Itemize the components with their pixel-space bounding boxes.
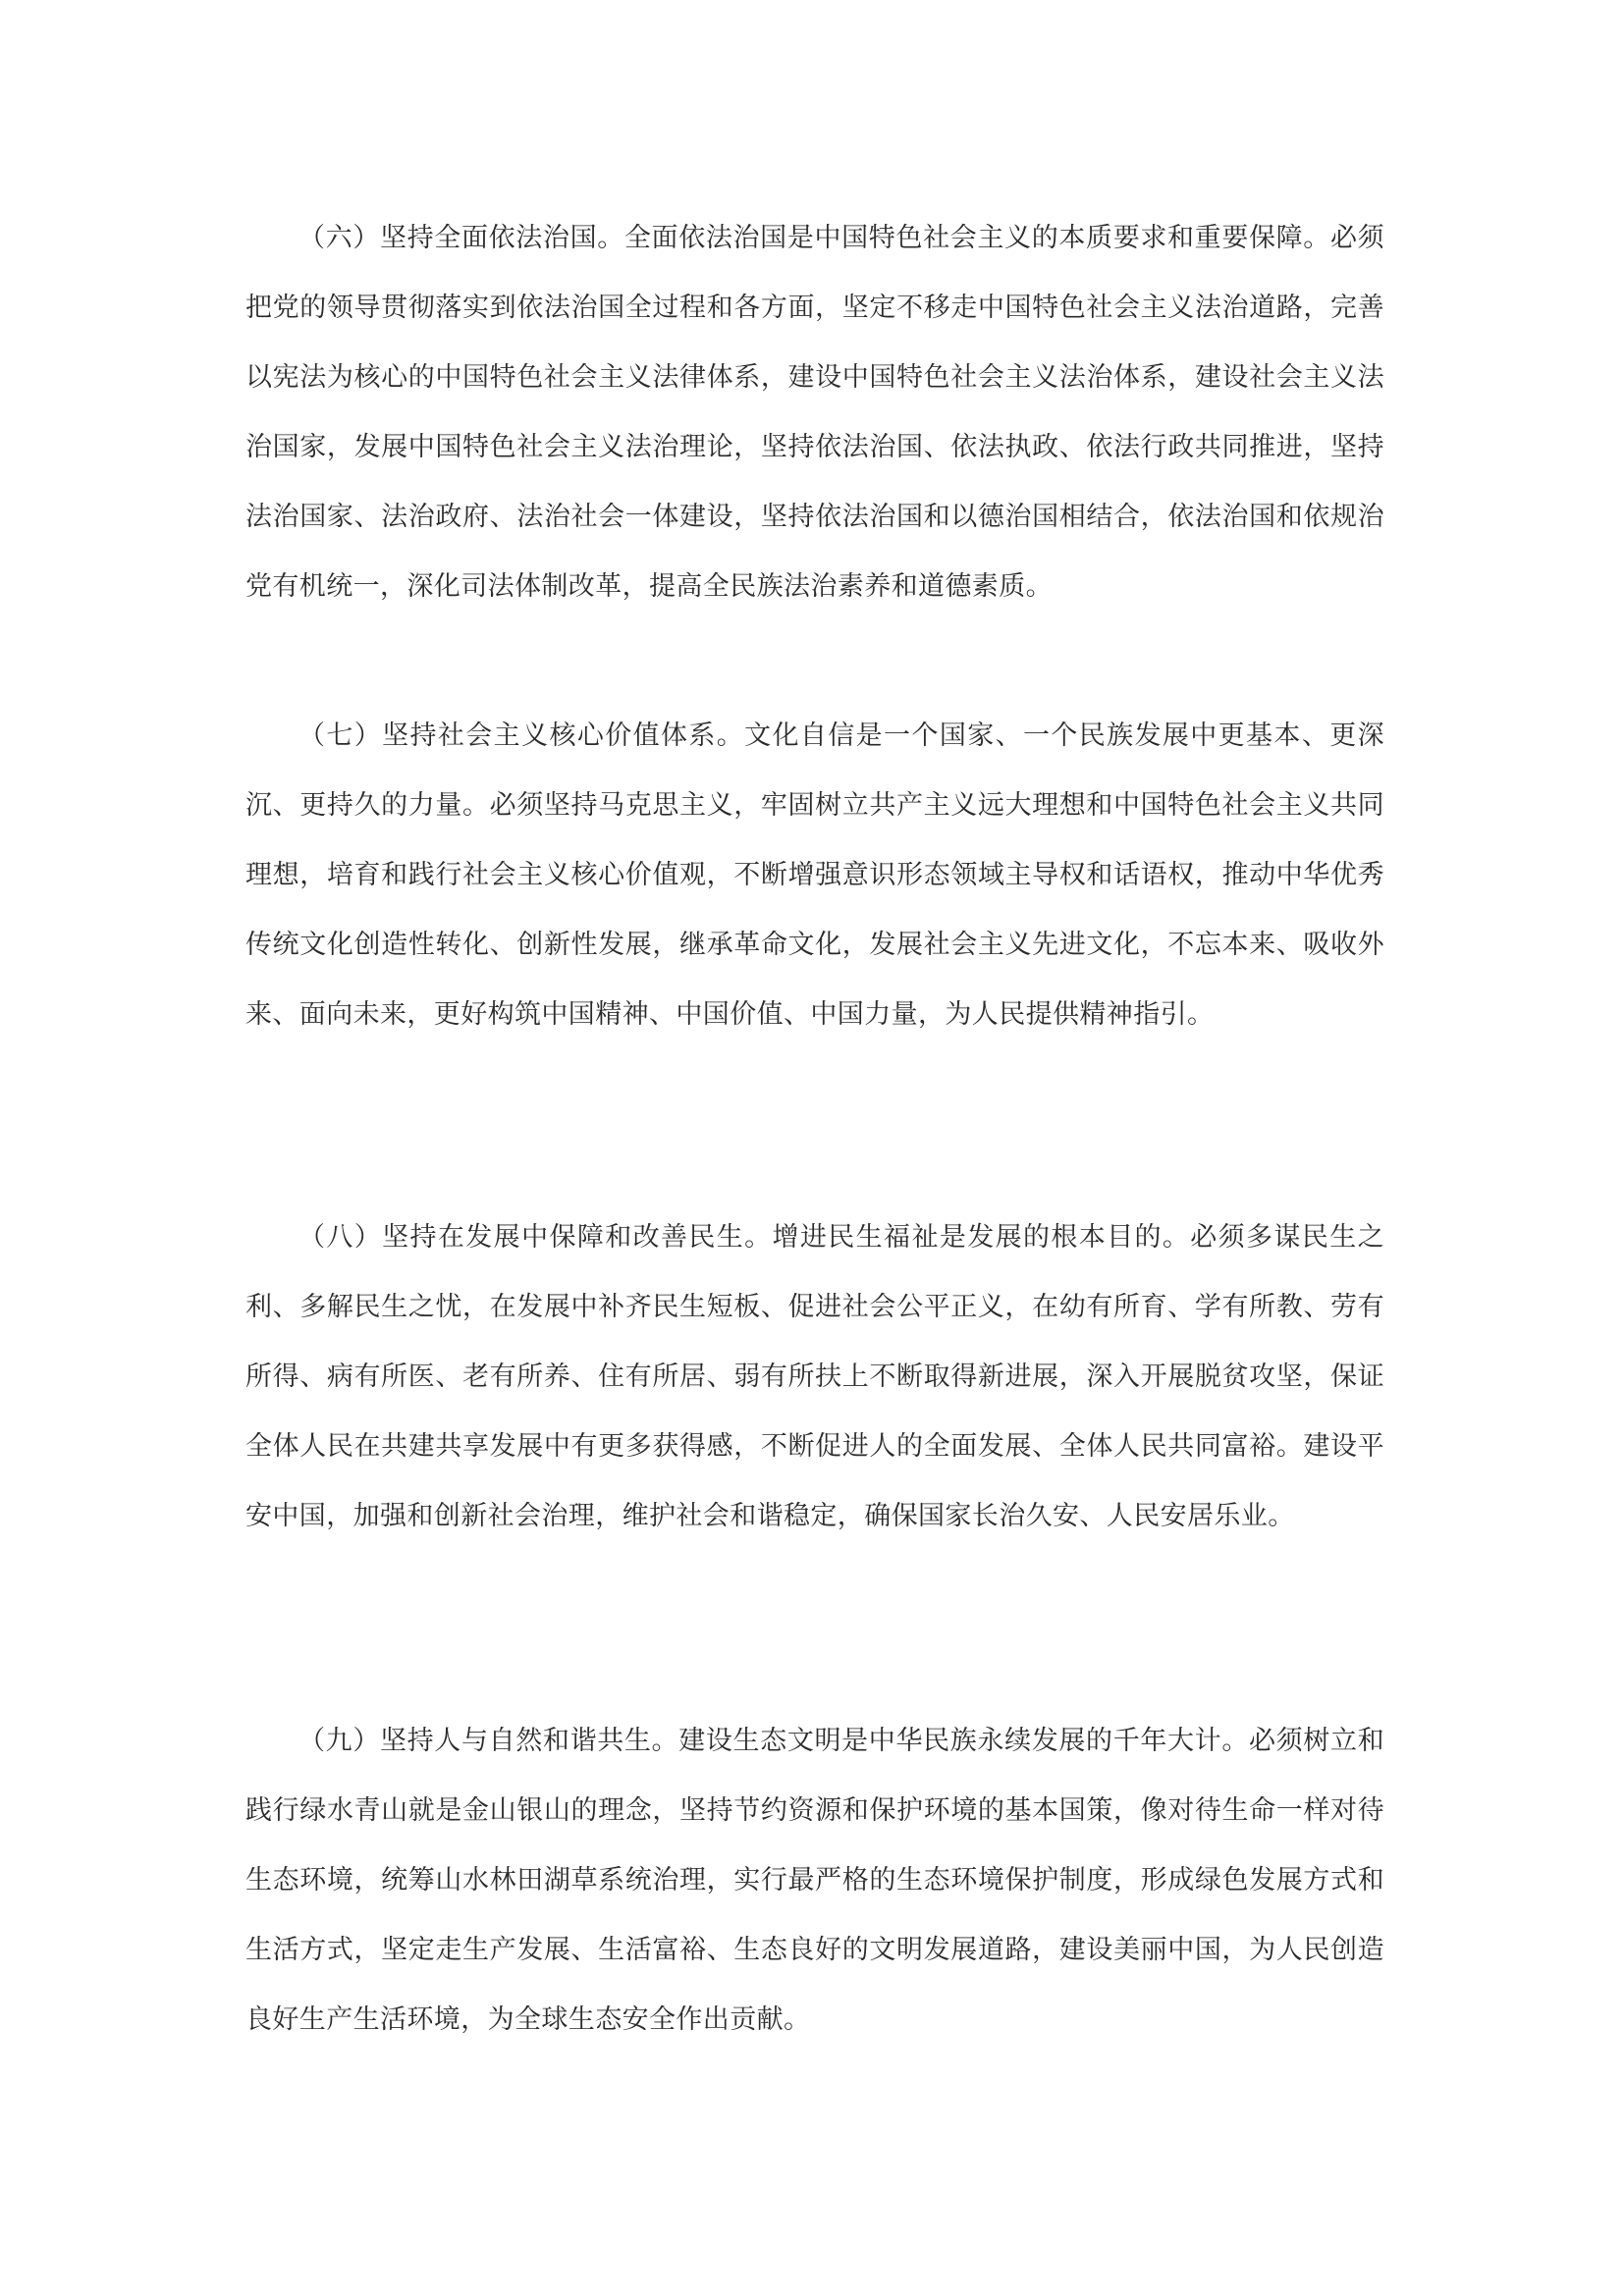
paragraph-six: （六）坚持全面依法治国。全面依法治国是中国特色社会主义的本质要求和重要保障。必须把党的领导贯彻落实到依法治国全过程和各方面，坚定不移走中国特色社会主义法治道路，完善以宪法为核心的中国特色社会主义法律体系，建设中国特色社会主义法治体系，建设社会主义法治国家，发展中国特色社会主义法治理论，坚持依法治国、依法执政、依法行政共同推进，坚持法治国家、法治政府、法治社会一体建设，坚持依法治国和以德治国相结合，依法治国和依规治党有机统一，深化司法体制改革，提高全民族法治素养和道德素质。	[245, 223, 1384, 602]
paragraph-nine: （九）坚持人与自然和谐共生。建设生态文明是中华民族永续发展的千年大计。必须树立和践行绿水青山就是金山银山的理念，坚持节约资源和保护环境的基本国策，像对待生命一样对待生态环境，统筹山水林田湖草系统治理，实行最严格的生态环境保护制度，形成绿色发展方式和生活方式，坚定走生产发展、生活富裕、生态良好的文明发展道路，建设美丽中国，为人民创造良好生产生活环境，为全球生态安全作出贡献。	[245, 1726, 1384, 2035]
document-body	[245, 0, 1384, 2296]
paragraph-eight: （八）坚持在发展中保障和改善民生。增进民生福祉是发展的根本目的。必须多谋民生之利、多解民生之忧，在发展中补齐民生短板、促进社会公平正义，在幼有所育、学有所教、劳有所得、病有所医、老有所养、住有所居、弱有所扶上不断取得新进展，深入开展脱贫攻坚，保证全体人民在共建共享发展中有更多获得感，不断促进人的全面发展、全体人民共同富裕。建设平安中国，加强和创新社会治理，维护社会和谐稳定，确保国家长治久安、人民安居乐业。	[245, 1222, 1384, 1531]
paragraph-seven: （七）坚持社会主义核心价值体系。文化自信是一个国家、一个民族发展中更基本、更深沉、更持久的力量。必须坚持马克思主义，牢固树立共产主义远大理想和中国特色社会主义共同理想，培育和践行社会主义核心价值观，不断增强意识形态领域主导权和话语权，推动中华优秀传统文化创造性转化、创新性发展，继承革命文化，发展社会主义先进文化，不忘本来、吸收外来、面向未来，更好构筑中国精神、中国价值、中国力量，为人民提供精神指引。	[245, 721, 1384, 1030]
